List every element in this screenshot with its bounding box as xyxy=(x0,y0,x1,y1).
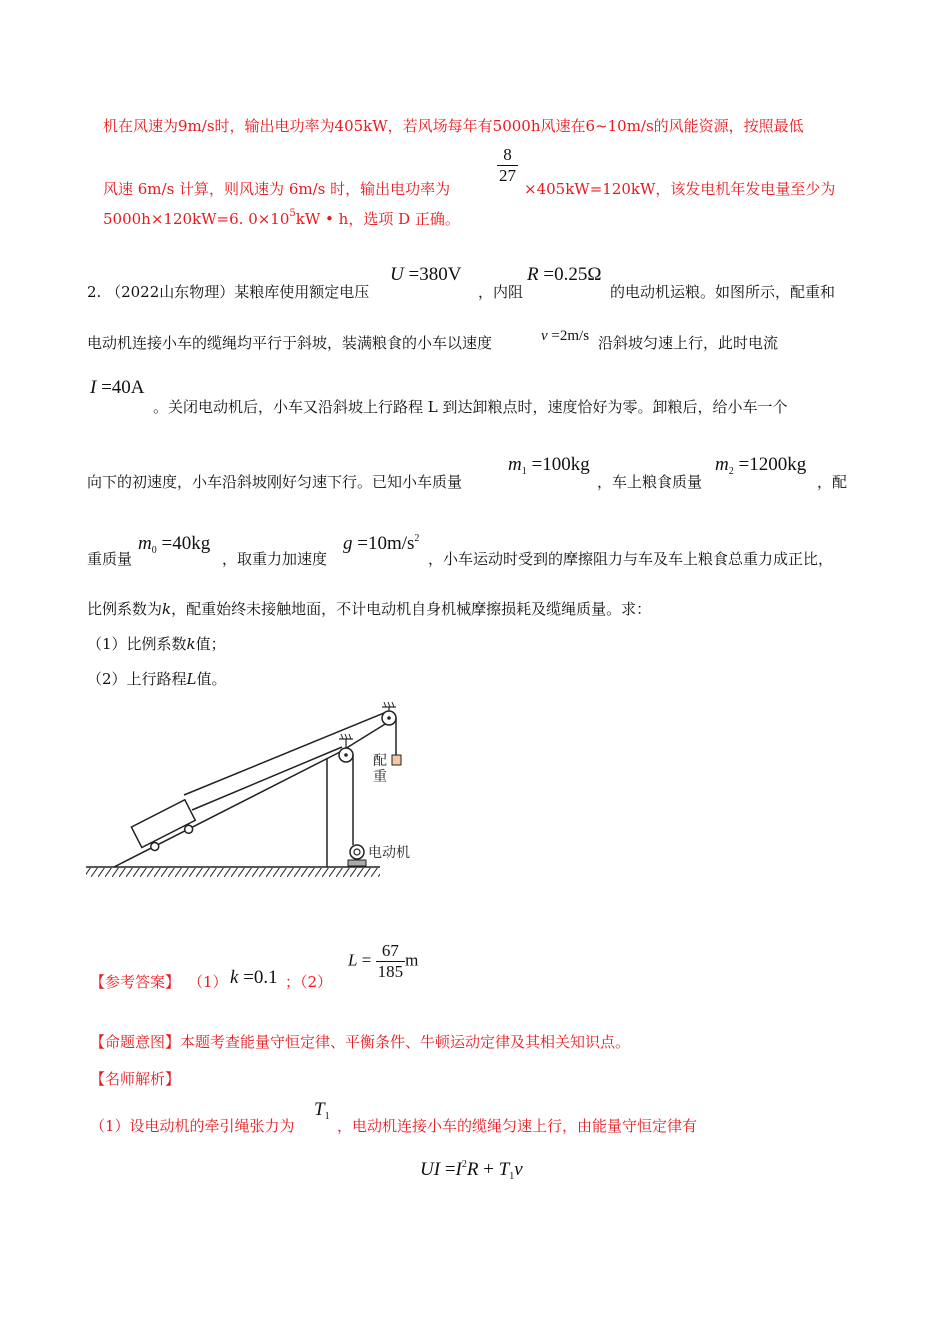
question-line-1-text-2: ，内阻 xyxy=(478,283,524,301)
sub-question-2: （2）上行路程L值。 xyxy=(87,670,227,688)
answer-part-1-label: （1） xyxy=(188,973,228,991)
question-line-5-end: ，小车运动时受到的摩擦阻力与车及车上粮食总重力成正比， xyxy=(428,550,834,568)
ground xyxy=(86,867,380,877)
counterweight-label-1: 配 xyxy=(373,753,387,769)
grain-mass-formula: $m_2 =1200kg$ xyxy=(715,454,807,477)
question-line-1-text: 2. （2022山东物理）某粮库使用额定电压 xyxy=(87,283,370,301)
upper-pulley xyxy=(382,702,396,725)
counterweight-rope-slope xyxy=(184,713,384,795)
prev-solution-line-1: 机在风速为9m/s时，输出电功率为405kW，若风场每年有5000h风速在6~10m/s的风能资源，按照最低 xyxy=(103,117,804,135)
voltage-formula: U =380V xyxy=(390,264,462,285)
cart-mass-formula: $m_1 =100kg$ xyxy=(508,454,590,477)
prev-solution-line-2-pre: 风速 6m/s 计算，则风速为 6m/s 时，输出电功率为 xyxy=(103,180,451,198)
cart xyxy=(131,800,199,856)
fraction-numerator: 8 xyxy=(497,145,518,166)
answer-L-denominator: 185 xyxy=(377,962,404,981)
incline-slope xyxy=(114,752,340,867)
question-line-1-text-3: 的电动机运粮。如图所示，配重和 xyxy=(610,283,836,301)
current-formula: I =40A xyxy=(90,377,145,398)
problem-intent: 【命题意图】本题考查能量守恒定律、平衡条件、牛顿运动定律及其相关知识点。 xyxy=(90,1033,631,1051)
resistance-formula: R =0.25Ω xyxy=(527,264,602,285)
analysis-T1: $T_1$ xyxy=(314,1099,330,1122)
counterweight-label-2: 重 xyxy=(373,769,387,785)
sub-question-1: （1）比例系数k值； xyxy=(87,635,226,653)
question-line-4-pre: 向下的初速度，小车沿斜坡刚好匀速下行。已知小车质量 xyxy=(87,473,463,491)
analysis-label: 【名师解析】 xyxy=(90,1070,181,1088)
question-line-5-pre: 重质量 xyxy=(87,550,133,568)
question-line-4-end: ，配 xyxy=(817,473,848,491)
question-line-2-post: 沿斜坡匀速上行，此时电流 xyxy=(598,334,779,352)
slope-top-frame xyxy=(340,721,390,752)
question-line-5-mid: ，取重力加速度 xyxy=(222,550,328,568)
electric-motor xyxy=(348,845,366,866)
answer-L: L = $\frac{67}{185}$ m xyxy=(348,941,419,981)
question-line-6: 比例系数为k，配重始终未接触地面，不计电动机自身机械摩擦损耗及缆绳质量。求： xyxy=(87,600,652,618)
answer-k: k =0.1 xyxy=(230,967,278,988)
answer-label: 【参考答案】 xyxy=(90,973,181,991)
answer-L-numerator: 67 xyxy=(376,941,406,962)
answer-separator: ；（2） xyxy=(285,973,333,991)
prev-solution-line-2-post: ×405kW=120kW，该发电机年发电量至少为 xyxy=(524,180,836,198)
incline-pulley-diagram xyxy=(84,697,424,882)
motor-label: 电动机 xyxy=(368,845,410,861)
gravity-formula: $g =10m/s^2$ xyxy=(343,533,420,554)
motor-rope-slope xyxy=(192,747,342,810)
prev-solution-line-3: 5000h×120kW=6. $0\times 10^5kW$ • h，选项 D 正确。 xyxy=(103,208,460,228)
prev-solution-fraction xyxy=(497,145,518,186)
velocity-formula: v =2m/s xyxy=(541,328,590,344)
analysis-line-1-post: ，电动机连接小车的缆绳匀速上行，由能量守恒定律有 xyxy=(337,1117,698,1135)
counterweight-mass-formula: $m_0 =40kg$ xyxy=(138,533,211,556)
energy-equation: UI $=I^2R + T_1v$ xyxy=(420,1159,523,1182)
analysis-line-1-pre: （1）设电动机的牵引绳张力为 xyxy=(90,1117,295,1135)
fraction-denominator: 27 xyxy=(499,166,516,185)
question-line-2-pre: 电动机连接小车的缆绳均平行于斜坡，装满粮食的小车以速度 xyxy=(87,334,493,352)
counterweight-block xyxy=(392,755,401,765)
question-line-3: 。关闭电动机后，小车又沿斜坡上行路程 L 到达卸粮点时，速度恰好为零。卸粮后，给小车一个 xyxy=(153,398,788,416)
question-line-4-mid: ，车上粮食质量 xyxy=(597,473,703,491)
